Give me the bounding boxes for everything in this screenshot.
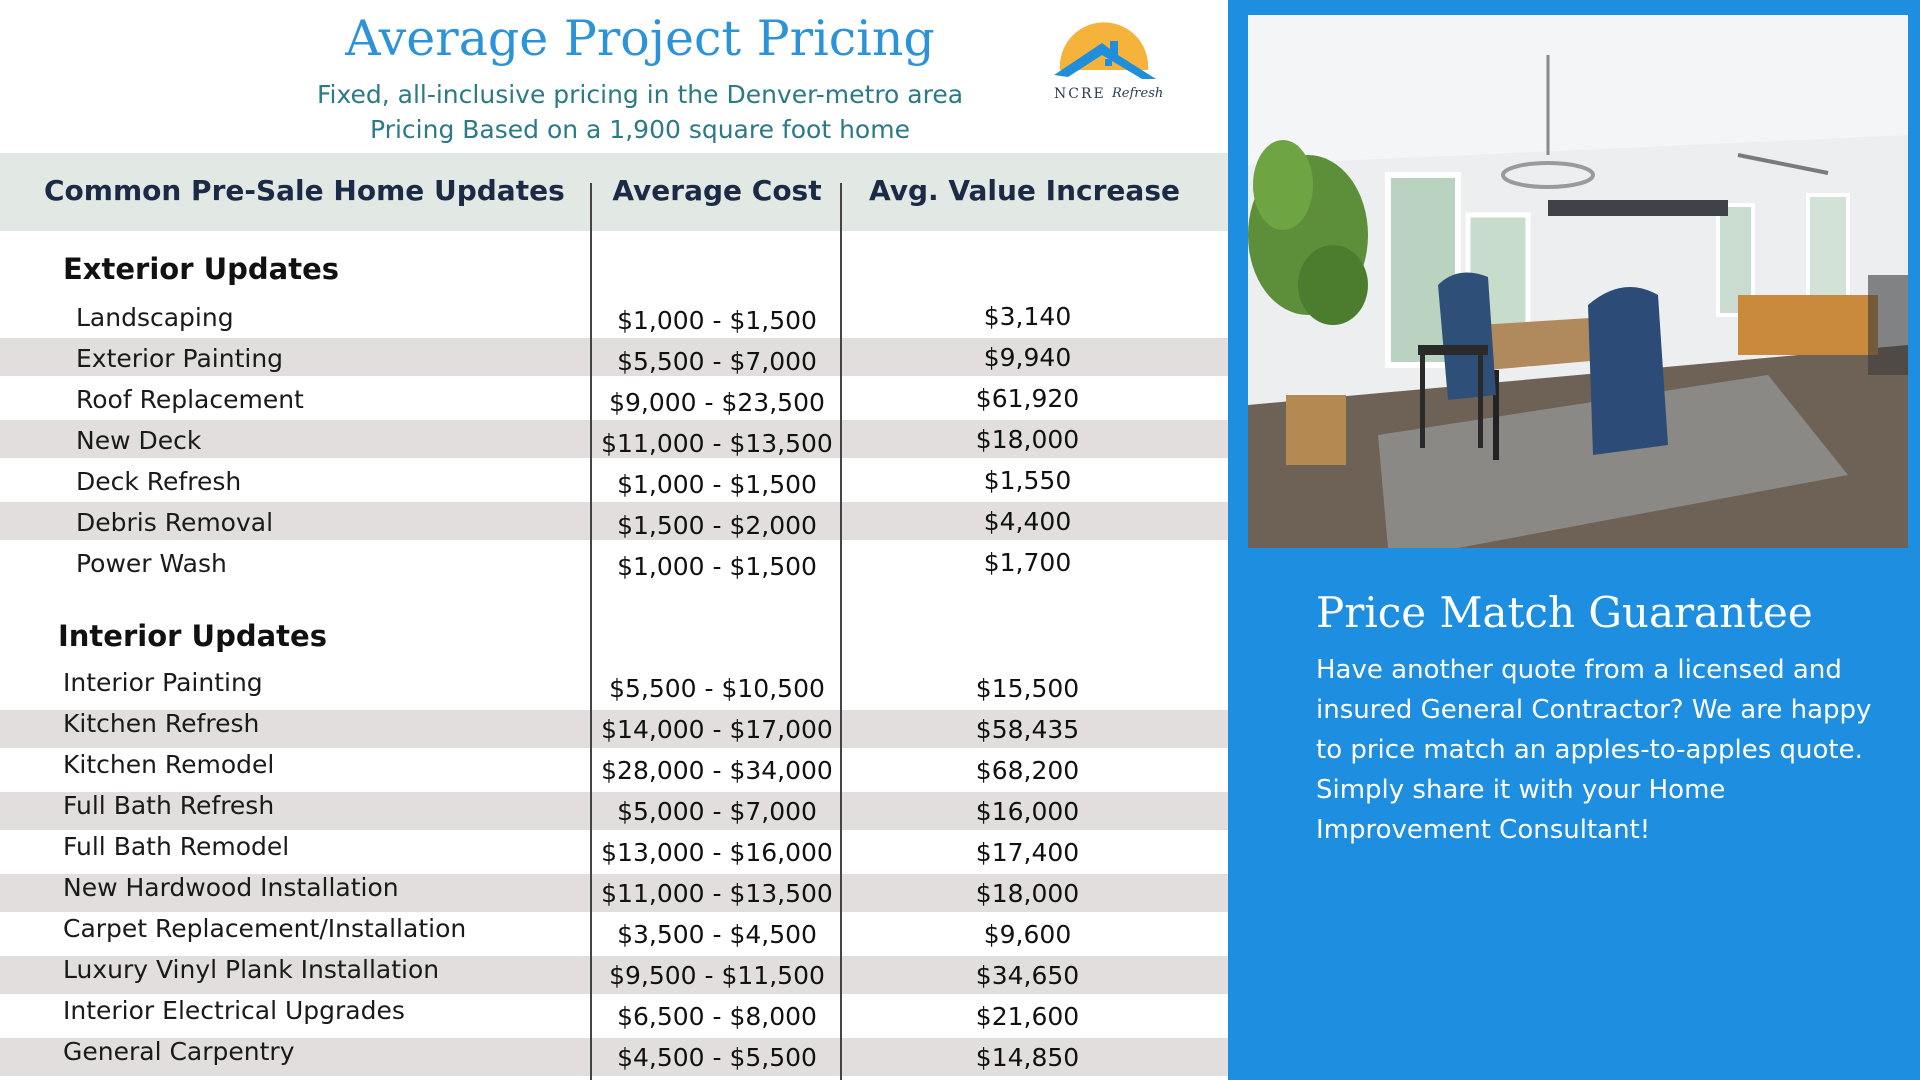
row-value: $15,500 (975, 674, 1080, 703)
row-value: $68,200 (975, 756, 1080, 785)
dining-room-photo (1248, 15, 1908, 548)
row-value: $4,400 (983, 507, 1072, 536)
table-row (0, 1037, 1228, 1075)
row-value: $58,435 (975, 715, 1080, 744)
table-row (0, 423, 1228, 461)
row-name: Interior Painting (63, 668, 263, 697)
table-row (0, 464, 1228, 502)
row-cost: $6,500 - $8,000 (617, 1002, 817, 1031)
row-cost: $1,000 - $1,500 (617, 306, 817, 335)
row-name: Debris Removal (76, 508, 274, 537)
table-row (0, 955, 1228, 993)
row-value: $3,140 (983, 302, 1072, 331)
logo-script: Refresh (1112, 86, 1164, 101)
table-row (0, 832, 1228, 870)
row-cost: $5,500 - $10,500 (609, 674, 825, 703)
table-row (0, 382, 1228, 420)
row-value: $16,000 (975, 797, 1080, 826)
row-name: Carpet Replacement/Installation (63, 914, 467, 943)
section-title-interior: Interior Updates (58, 619, 327, 653)
row-value: $9,600 (983, 920, 1072, 949)
row-cost: $3,500 - $4,500 (617, 920, 817, 949)
guarantee-body: Have another quote from a licensed and insured General Contractor? We are happy to price match an apples-to-apples quote. Simply share it with your Home Improvement Consultant! (1316, 655, 1872, 845)
table-row (0, 505, 1228, 543)
row-name: Power Wash (76, 549, 227, 578)
row-cost: $14,000 - $17,000 (601, 715, 833, 744)
row-name: Luxury Vinyl Plank Installation (63, 955, 440, 984)
row-name: Kitchen Remodel (63, 750, 275, 779)
row-name: Landscaping (76, 303, 234, 332)
row-value: $21,600 (975, 1002, 1080, 1031)
table-row (0, 546, 1228, 584)
row-cost: $1,500 - $2,000 (617, 511, 817, 540)
table-row (0, 996, 1228, 1034)
subtitle-home-size: Pricing Based on a 1,900 square foot home (370, 115, 910, 144)
row-value: $1,550 (983, 466, 1072, 495)
row-name: Exterior Painting (76, 344, 284, 373)
table-row (0, 341, 1228, 379)
row-cost: $13,000 - $16,000 (601, 838, 833, 867)
header-value-increase: Avg. Value Increase (869, 174, 1180, 207)
section-title-exterior: Exterior Updates (63, 252, 340, 286)
row-cost: $9,000 - $23,500 (609, 388, 825, 417)
header-updates: Common Pre-Sale Home Updates (44, 174, 565, 207)
row-name: Kitchen Refresh (63, 709, 260, 738)
row-cost: $11,000 - $13,500 (601, 429, 833, 458)
row-cost: $5,000 - $7,000 (617, 797, 817, 826)
row-name: Interior Electrical Upgrades (63, 996, 405, 1025)
row-cost: $1,000 - $1,500 (617, 470, 817, 499)
row-cost: $11,000 - $13,500 (601, 879, 833, 908)
row-value: $18,000 (975, 879, 1080, 908)
table-row (0, 709, 1228, 747)
logo-wordmark: NCRE (1054, 86, 1106, 102)
row-value: $61,920 (975, 384, 1080, 413)
row-value: $1,700 (983, 548, 1072, 577)
table-row (0, 791, 1228, 829)
row-name: Roof Replacement (76, 385, 304, 414)
row-name: New Deck (76, 426, 202, 455)
row-name: New Hardwood Installation (63, 873, 399, 902)
row-cost: $9,500 - $11,500 (609, 961, 825, 990)
table-row (0, 873, 1228, 911)
row-cost: $1,000 - $1,500 (617, 552, 817, 581)
row-value: $14,850 (975, 1043, 1080, 1072)
row-cost: $4,500 - $5,500 (617, 1043, 817, 1072)
table-row (0, 750, 1228, 788)
table-row (0, 668, 1228, 706)
row-cost: $5,500 - $7,000 (617, 347, 817, 376)
guarantee-title: Price Match Guarantee (1316, 588, 1813, 637)
row-value: $34,650 (975, 961, 1080, 990)
subtitle-area: Fixed, all-inclusive pricing in the Denver-metro area (316, 80, 964, 109)
header-average-cost: Average Cost (612, 174, 822, 207)
row-value: $18,000 (975, 425, 1080, 454)
page-title: Average Project Pricing (345, 10, 935, 67)
row-cost: $28,000 - $34,000 (601, 756, 833, 785)
table-row (0, 300, 1228, 338)
row-name: Full Bath Remodel (63, 832, 290, 861)
table-row (0, 914, 1228, 952)
row-value: $17,400 (975, 838, 1080, 867)
row-name: Full Bath Refresh (63, 791, 275, 820)
row-name: General Carpentry (63, 1037, 295, 1066)
row-name: Deck Refresh (76, 467, 242, 496)
row-value: $9,940 (983, 343, 1072, 372)
